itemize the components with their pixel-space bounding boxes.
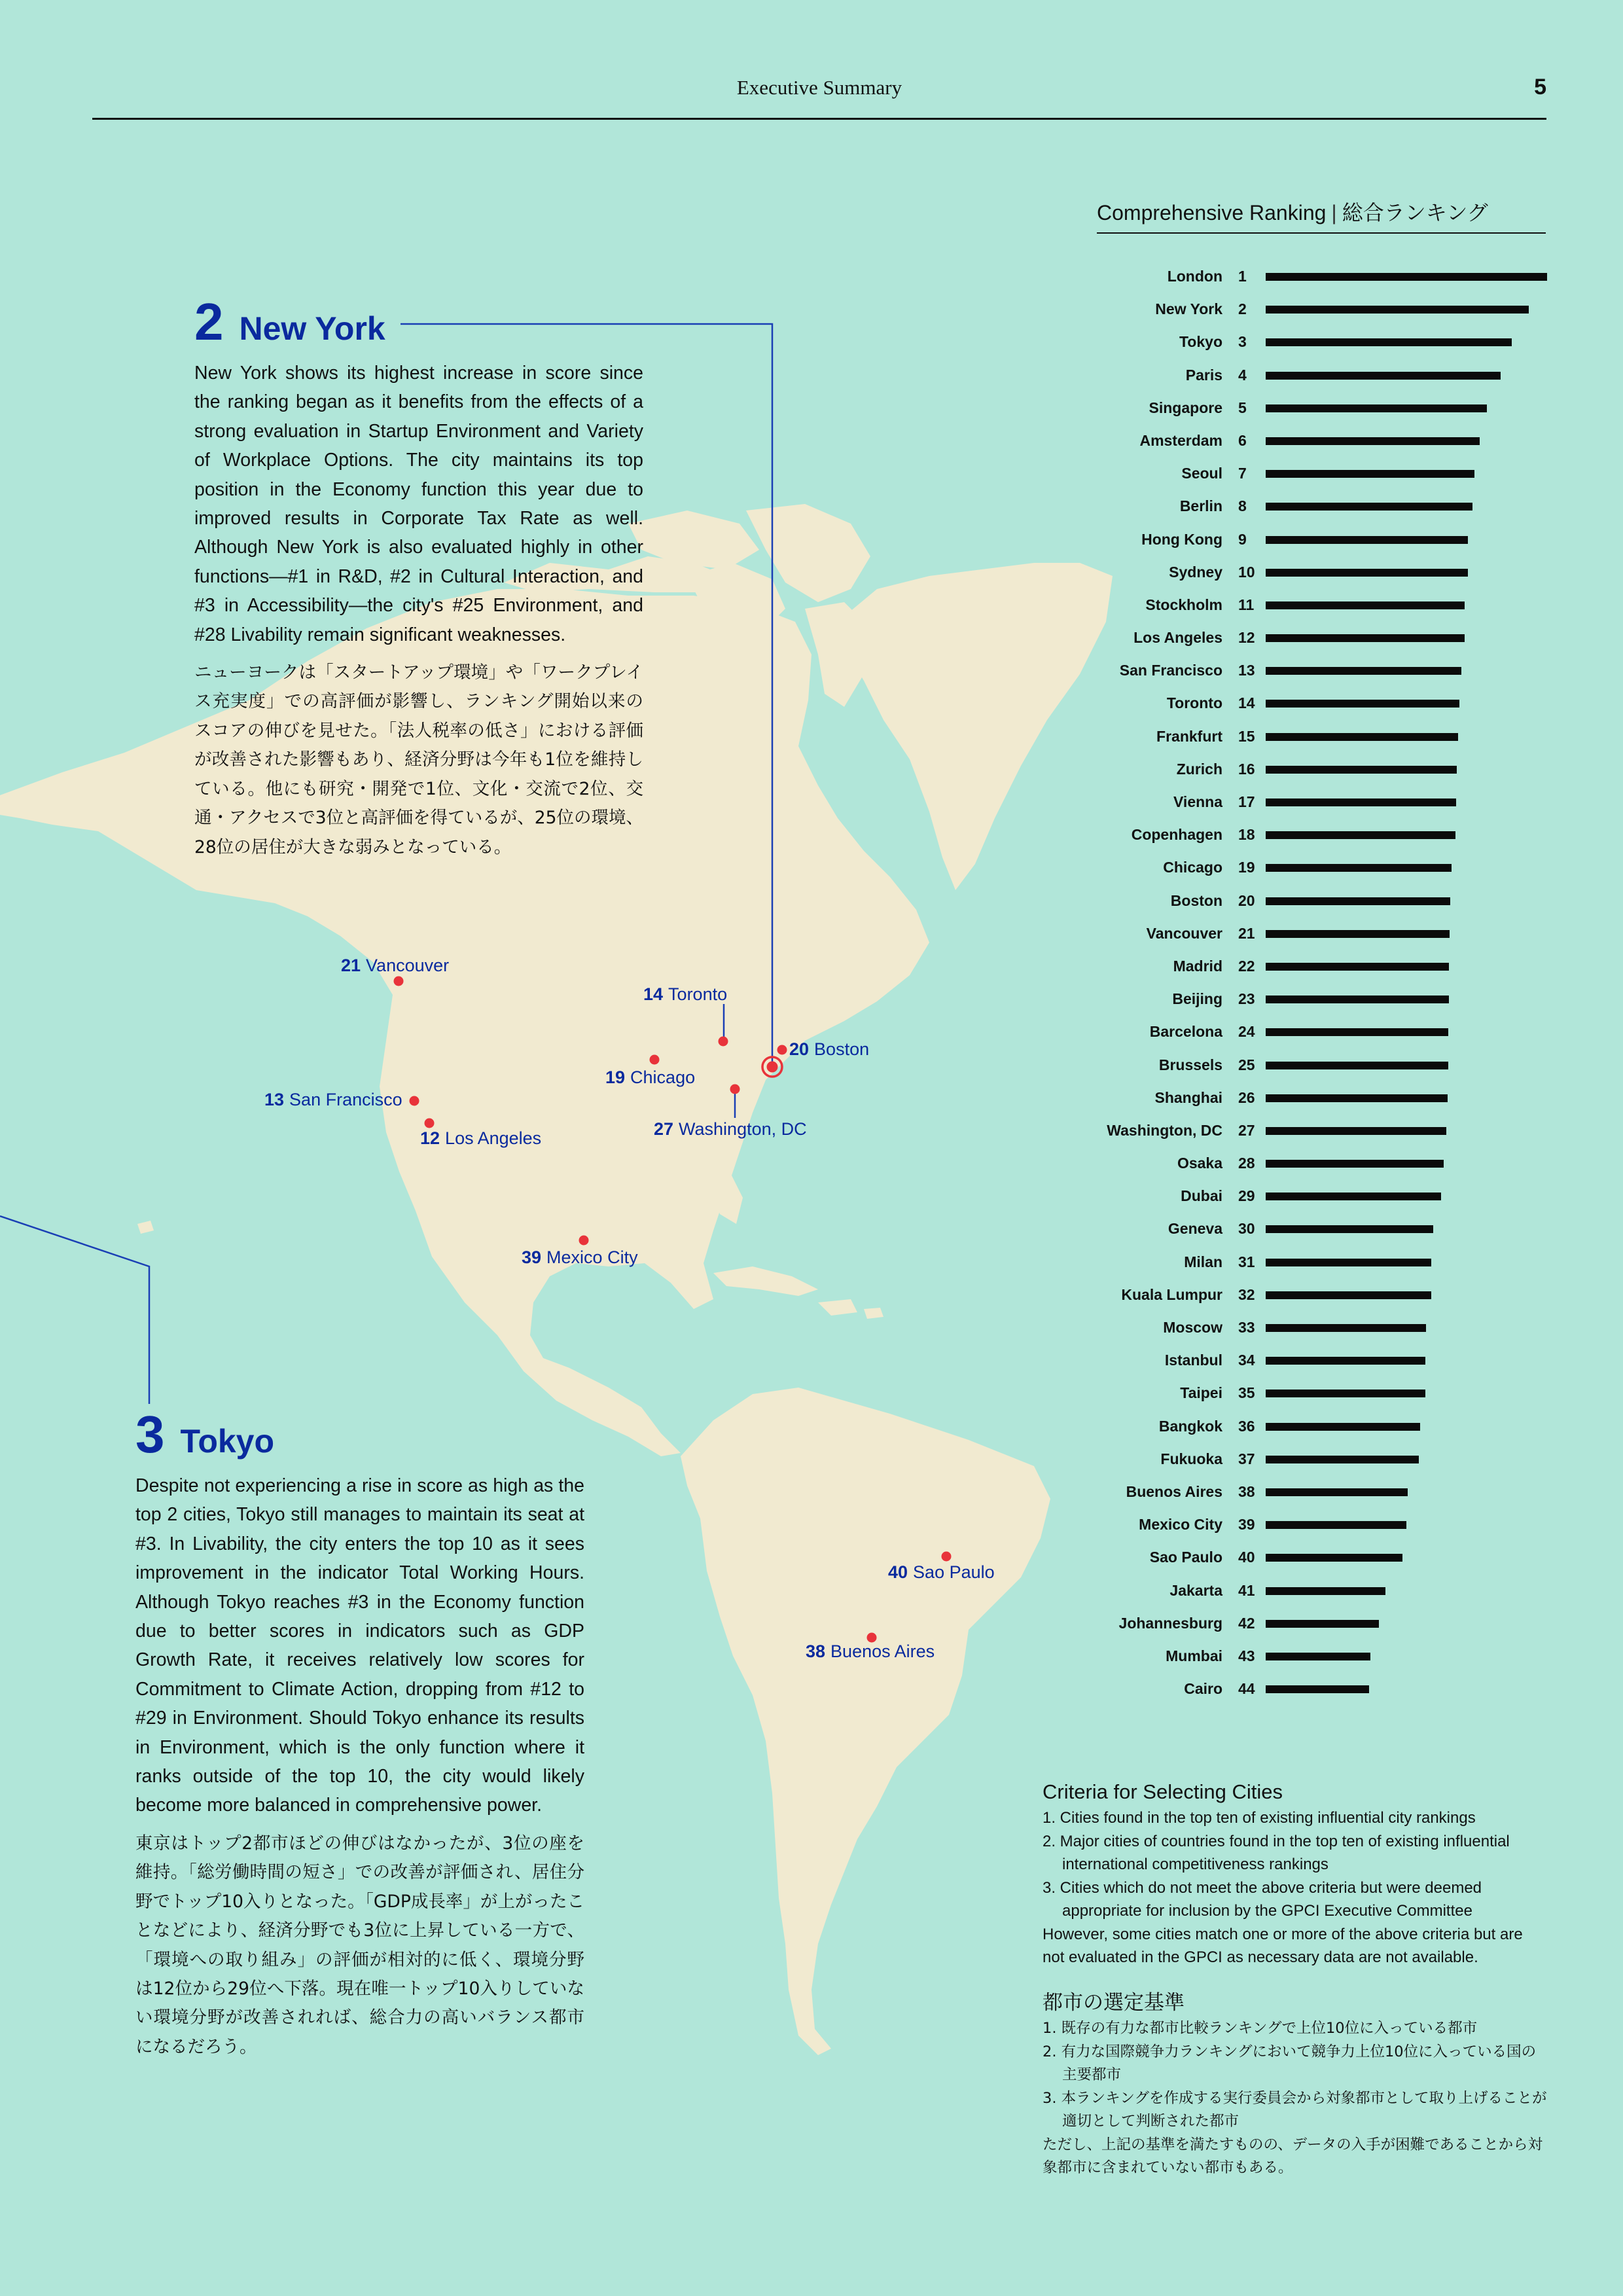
map-label-toronto: 14 Toronto (643, 984, 728, 1004)
marker-boston (777, 1045, 787, 1055)
tokyo-heading (135, 1405, 584, 1463)
map-label-mexico-city: 39 Mexico City (522, 1247, 638, 1267)
ranking-city-label: Paris (1185, 366, 1222, 384)
ranking-bar (1266, 798, 1456, 806)
map-label-washington-dc: 27 Washington, DC (654, 1119, 807, 1139)
marker-san-francisco (410, 1096, 419, 1106)
ranking-city-label: New York (1155, 300, 1222, 318)
ranking-bar (1266, 930, 1450, 938)
ranking-row (1047, 788, 1551, 821)
ranking-bar (1266, 733, 1458, 741)
ranking-number: 38 (1238, 1482, 1255, 1500)
ranking-row (1047, 755, 1551, 788)
ranking-row (1047, 295, 1551, 328)
ranking-bar (1266, 1620, 1379, 1628)
ranking-city-label: Geneva (1168, 1220, 1222, 1238)
ranking-bar (1266, 372, 1501, 380)
tokyo-section (135, 1405, 584, 2071)
ranking-bar (1266, 1127, 1446, 1135)
ranking-number: 36 (1238, 1417, 1255, 1435)
marker-mexico-city (579, 1236, 589, 1246)
ranking-number: 18 (1238, 826, 1255, 844)
ranking-city-label: Taipei (1180, 1384, 1222, 1402)
ranking-title-separator: | (1331, 201, 1337, 224)
ranking-row (1047, 985, 1551, 1018)
ranking-city-label: Boston (1170, 891, 1222, 909)
ranking-row (1047, 1478, 1551, 1511)
ranking-row (1047, 1609, 1551, 1642)
ranking-row (1047, 262, 1551, 295)
ranking-bar (1266, 864, 1452, 872)
ranking-row (1047, 1511, 1551, 1543)
criteria-jp-item: 2. 有力な国際競争力ランキングにおいて競争力上位10位に入っている国の主要都市 (1043, 2043, 1537, 2083)
new-york-heading (194, 293, 643, 351)
ranking-city-label: Copenhagen (1131, 826, 1222, 844)
ranking-row (1047, 1445, 1551, 1478)
ranking-city-label: Seoul (1181, 465, 1222, 482)
ranking-row (1047, 1215, 1551, 1247)
ranking-bar (1266, 1193, 1441, 1200)
ranking-bar (1266, 1554, 1402, 1562)
ranking-bar (1266, 1587, 1385, 1595)
ranking-city-label: Amsterdam (1139, 431, 1222, 449)
ranking-row (1047, 887, 1551, 920)
ranking-bar (1266, 306, 1529, 314)
ranking-city-label: London (1167, 268, 1222, 285)
new-york-paragraph-en: New York shows its highest increase in score since the ranking began as it benefits from the effects of a strong evaluation in Startup Environment and Variety of Workplace Options. The city maintains its top position in the Economy function this year due to improved results in Corporate Tax Rate as well. Although New York is also evaluated highly in other functions—#1 in R&D, #2 in Cultural Interaction, and #3 in Accessibility—the city's #25 Environment, and #28 Livability remain significant weaknesses. (194, 363, 643, 645)
ranking-number: 3 (1238, 333, 1247, 351)
ranking-row (1047, 1149, 1551, 1182)
ranking-number: 5 (1238, 399, 1247, 416)
ranking-city-label: Kuala Lumpur (1121, 1285, 1222, 1303)
ranking-number: 1 (1238, 268, 1247, 285)
ranking-row (1047, 492, 1551, 525)
ranking-city-label: Shanghai (1154, 1088, 1222, 1106)
ranking-number: 11 (1238, 596, 1255, 613)
ranking-bar (1266, 1259, 1431, 1266)
ranking-number: 29 (1238, 1187, 1255, 1205)
tokyo-connector-line (0, 1216, 149, 1404)
ranking-city-label: Madrid (1173, 957, 1222, 975)
ranking-row (1047, 1051, 1551, 1084)
ranking-city-label: Johannesburg (1118, 1614, 1222, 1632)
ranking-bar (1266, 404, 1487, 412)
new-york-rank: 2 (194, 293, 224, 351)
ranking-row (1047, 1314, 1551, 1346)
ranking-number: 13 (1238, 662, 1255, 679)
ranking-bar (1266, 338, 1512, 346)
ranking-row (1047, 1084, 1551, 1117)
criteria-en-title: Criteria for Selecting Cities (1043, 1780, 1283, 1803)
ranking-city-label: Los Angeles (1133, 629, 1222, 647)
ranking-city-label: Cairo (1184, 1680, 1222, 1698)
ranking-number: 22 (1238, 957, 1255, 975)
ranking-row (1047, 1346, 1551, 1379)
ranking-title-jp: 総合ランキング (1342, 201, 1488, 224)
ranking-row (1047, 427, 1551, 459)
ranking-bar (1266, 601, 1465, 609)
ranking-number: 27 (1238, 1121, 1255, 1139)
ranking-bar (1266, 996, 1449, 1003)
ranking-bar (1266, 1423, 1420, 1431)
ranking-bar (1266, 1653, 1370, 1660)
ranking-bar (1266, 1028, 1448, 1036)
ranking-number: 23 (1238, 990, 1255, 1008)
page-number: 5 (1534, 75, 1546, 99)
ranking-bar (1266, 766, 1457, 774)
ranking-row (1047, 591, 1551, 624)
tokyo-rank: 3 (135, 1405, 165, 1463)
ranking-number: 10 (1238, 563, 1255, 581)
map-label-vancouver: 21 Vancouver (341, 956, 450, 975)
ranking-number: 4 (1238, 366, 1247, 384)
ranking-city-label: Barcelona (1149, 1023, 1222, 1041)
ranking-bar (1266, 1094, 1448, 1102)
ranking-city-label: Osaka (1177, 1155, 1222, 1172)
ranking-bar (1266, 1488, 1408, 1496)
criteria-en (1043, 1779, 1548, 1969)
ranking-bar-chart (1047, 262, 1551, 1708)
criteria-en-item: 3. Cities which do not meet the above criteria but were deemed appropriate for inclusion by the GPCI Executive Committee (1043, 1878, 1482, 1920)
ranking-number: 40 (1238, 1549, 1255, 1566)
ranking-row (1047, 689, 1551, 722)
ranking-city-label: Beijing (1172, 990, 1222, 1008)
ranking-number: 2 (1238, 300, 1247, 318)
header-title: Executive Summary (736, 76, 902, 99)
ranking-number: 21 (1238, 924, 1255, 942)
ranking-row (1047, 821, 1551, 853)
ranking-number: 39 (1238, 1516, 1255, 1534)
ranking-bar (1266, 273, 1547, 281)
ranking-city-label: Berlin (1179, 497, 1222, 515)
ranking-row (1047, 1675, 1551, 1708)
criteria-jp (1043, 1990, 1548, 2180)
ranking-city-label: Fukuoka (1160, 1450, 1222, 1467)
ranking-city-label: Vancouver (1146, 924, 1222, 942)
ranking-title (1097, 196, 1546, 234)
ranking-title-en: Comprehensive Ranking (1097, 201, 1327, 224)
ranking-bar (1266, 963, 1449, 971)
ranking-city-label: Sao Paulo (1149, 1549, 1222, 1566)
ranking-number: 6 (1238, 431, 1247, 449)
ranking-row (1047, 1182, 1551, 1215)
criteria-jp-item: 1. 既存の有力な都市比較ランキングで上位10位に入っている都市 (1043, 2020, 1478, 2037)
cuba (713, 1266, 818, 1296)
marker-chicago (650, 1055, 660, 1065)
ranking-number: 34 (1238, 1352, 1255, 1369)
ranking-row (1047, 1281, 1551, 1314)
criteria-jp-list (1043, 2017, 1548, 2134)
ranking-number: 26 (1238, 1088, 1255, 1106)
ranking-city-label: Moscow (1163, 1319, 1222, 1336)
ranking-bar (1266, 1685, 1369, 1693)
ranking-number: 30 (1238, 1220, 1255, 1238)
ranking-bar (1266, 437, 1480, 445)
ranking-number: 24 (1238, 1023, 1255, 1041)
ranking-city-label: Bangkok (1158, 1417, 1222, 1435)
ranking-number: 28 (1238, 1155, 1255, 1172)
ranking-number: 12 (1238, 629, 1255, 647)
marker-vancouver (394, 977, 404, 986)
ranking-row (1047, 459, 1551, 492)
ranking-number: 42 (1238, 1614, 1255, 1632)
ranking-bar (1266, 1062, 1448, 1069)
map-label-buenos-aires: 38 Buenos Aires (806, 1641, 935, 1661)
ranking-city-label: Washington, DC (1107, 1121, 1222, 1139)
ranking-city-label: Sydney (1169, 563, 1222, 581)
ranking-number: 44 (1238, 1680, 1255, 1698)
ranking-row (1047, 624, 1551, 656)
page-header (92, 71, 1546, 120)
marker-washington (730, 1085, 740, 1094)
ranking-city-label: Istanbul (1164, 1352, 1222, 1369)
ranking-row (1047, 328, 1551, 361)
ranking-city-label: San Francisco (1119, 662, 1222, 679)
ranking-row (1047, 1117, 1551, 1149)
ranking-row (1047, 1248, 1551, 1281)
ranking-bar (1266, 897, 1450, 905)
ranking-number: 43 (1238, 1647, 1255, 1664)
ranking-number: 41 (1238, 1581, 1255, 1599)
marker-toronto (719, 1037, 728, 1047)
map-label-boston: 20 Boston (789, 1039, 870, 1059)
south-america-landmass (681, 1388, 1050, 2055)
ranking-number: 19 (1238, 859, 1255, 876)
ranking-bar (1266, 1225, 1433, 1233)
ranking-city-label: Buenos Aires (1126, 1482, 1222, 1500)
ranking-row (1047, 1577, 1551, 1609)
ranking-bar (1266, 1291, 1431, 1299)
ranking-bar (1266, 1521, 1406, 1529)
ranking-bar (1266, 1456, 1419, 1463)
ranking-number: 32 (1238, 1285, 1255, 1303)
ranking-number: 15 (1238, 727, 1255, 745)
ranking-row (1047, 558, 1551, 591)
ranking-bar (1266, 1324, 1426, 1332)
ranking-row (1047, 526, 1551, 558)
criteria-jp-note: ただし、上記の基準を満たすものの、データの入手が困難であることから対象都市に含まれていない都市もある。 (1043, 2136, 1543, 2176)
ranking-number: 35 (1238, 1384, 1255, 1402)
ranking-row (1047, 920, 1551, 952)
criteria-en-item: 1. Cities found in the top ten of existing influential city rankings (1043, 1809, 1476, 1827)
ranking-bar (1266, 503, 1472, 511)
ranking-row (1047, 1379, 1551, 1412)
criteria-en-list (1043, 1806, 1548, 1923)
new-york-paragraph-jp: ニューヨークは「スタートアップ環境」や「ワークプレイス充実度」での高評価が影響し、ランキング開始以来のスコアの伸びを見せた。「法人税率の低さ」における評価が改善された影響もあり、経済分野は今年も1位を維持している。他にも研究・開発で1位、文化・交流で2位、交通・アクセスで3位と高評価を得ているが、25位の環境、28位の居住が大きな弱みとなっている。 (194, 662, 643, 857)
ranking-number: 14 (1238, 694, 1255, 712)
ranking-row (1047, 1018, 1551, 1050)
ranking-number: 7 (1238, 465, 1247, 482)
ranking-row (1047, 361, 1551, 394)
ranking-number: 16 (1238, 760, 1255, 778)
criteria-jp-item: 3. 本ランキングを作成する実行委員会から対象都市として取り上げることが適切として判断された都市 (1043, 2089, 1547, 2130)
map-label-chicago: 19 Chicago (605, 1067, 696, 1087)
ranking-row (1047, 1412, 1551, 1445)
ranking-row (1047, 723, 1551, 755)
ranking-bar (1266, 700, 1459, 708)
ranking-city-label: Singapore (1149, 399, 1222, 416)
ranking-row (1047, 952, 1551, 985)
ranking-bar (1266, 831, 1455, 839)
ranking-city-label: Frankfurt (1156, 727, 1222, 745)
ranking-city-label: Brussels (1158, 1056, 1222, 1073)
criteria-en-note: However, some cities match one or more of the above criteria but are not evaluated in the GPCI as necessary data are not available. (1043, 1925, 1523, 1966)
criteria-jp-title: 都市の選定基準 (1043, 1991, 1185, 2014)
ranking-city-label: Dubai (1181, 1187, 1222, 1205)
ranking-city-label: Chicago (1163, 859, 1222, 876)
ranking-row (1047, 853, 1551, 886)
map-label-san-francisco: 13 San Francisco (264, 1090, 402, 1109)
ranking-city-label: Tokyo (1179, 333, 1222, 351)
ranking-city-label: Hong Kong (1141, 530, 1222, 548)
ranking-number: 9 (1238, 530, 1247, 548)
ranking-number: 31 (1238, 1253, 1255, 1270)
ranking-row (1047, 394, 1551, 427)
criteria-en-item: 2. Major cities of countries found in the top ten of existing influential international competitiveness rankings (1043, 1832, 1510, 1873)
ranking-number: 17 (1238, 793, 1255, 810)
map-label-sao-paulo: 40 Sao Paulo (888, 1562, 995, 1582)
ranking-city-label: Vienna (1173, 793, 1222, 810)
ranking-city-label: Milan (1184, 1253, 1222, 1270)
ranking-city-label: Zurich (1176, 760, 1222, 778)
ranking-row (1047, 1642, 1551, 1675)
tokyo-paragraph-jp: 東京はトップ2都市ほどの伸びはなかったが、3位の座を維持。「総労働時間の短さ」での改善が評価され、居住分野でトップ10入りとなった。「GDP成長率」が上がったことなどにより、経済分野でも3位に上昇している一方で、「環境への取り組み」の評価が相対的に低く、環境分野は12位から29位へ下落。現在唯一トップ10入りしていない環境分野が改善されれば、総合力の高いバランス都市になるだろう。 (135, 1833, 584, 2057)
ranking-city-label: Mexico City (1139, 1516, 1222, 1534)
ranking-number: 8 (1238, 497, 1247, 515)
ranking-city-label: Toronto (1166, 694, 1222, 712)
ranking-city-label: Jakarta (1169, 1581, 1222, 1599)
ranking-bar (1266, 1160, 1444, 1168)
ranking-bar (1266, 1390, 1425, 1397)
marker-los-angeles (425, 1119, 435, 1128)
tokyo-paragraph-en: Despite not experiencing a rise in score as high as the top 2 cities, Tokyo still manages to maintain its seat at #3. In Livability, the city enters the top 10 as it sees improvement in the indicator Total Working Hours. Although Tokyo reaches #3 in the Economy function due to better scores in indicators such as GDP Growth Rate, it receives relatively low scores for Commitment to Climate Action, dropping from #12 to #29 in Environment. Should Tokyo enhance its results in Environment, which is the only function where it ranks outside of the top 10, the city would likely become more balanced in comprehensive power. (135, 1475, 584, 1816)
marker-sao-paulo (942, 1552, 952, 1562)
ranking-city-label: Stockholm (1145, 596, 1222, 613)
ranking-number: 20 (1238, 891, 1255, 909)
ranking-row (1047, 1543, 1551, 1576)
ranking-bar (1266, 569, 1468, 577)
ranking-number: 37 (1238, 1450, 1255, 1467)
ranking-number: 33 (1238, 1319, 1255, 1336)
ranking-city-label: Mumbai (1166, 1647, 1222, 1664)
new-york-title: New York (239, 310, 385, 347)
ranking-bar (1266, 634, 1465, 642)
ranking-row (1047, 656, 1551, 689)
new-york-section (194, 293, 643, 871)
ranking-bar (1266, 1357, 1425, 1365)
ranking-bar (1266, 470, 1474, 478)
map-label-los-angeles: 12 Los Angeles (420, 1128, 542, 1148)
ranking-bar (1266, 667, 1461, 675)
tokyo-title: Tokyo (180, 1423, 275, 1460)
ranking-bar (1266, 536, 1468, 544)
ranking-number: 25 (1238, 1056, 1255, 1073)
